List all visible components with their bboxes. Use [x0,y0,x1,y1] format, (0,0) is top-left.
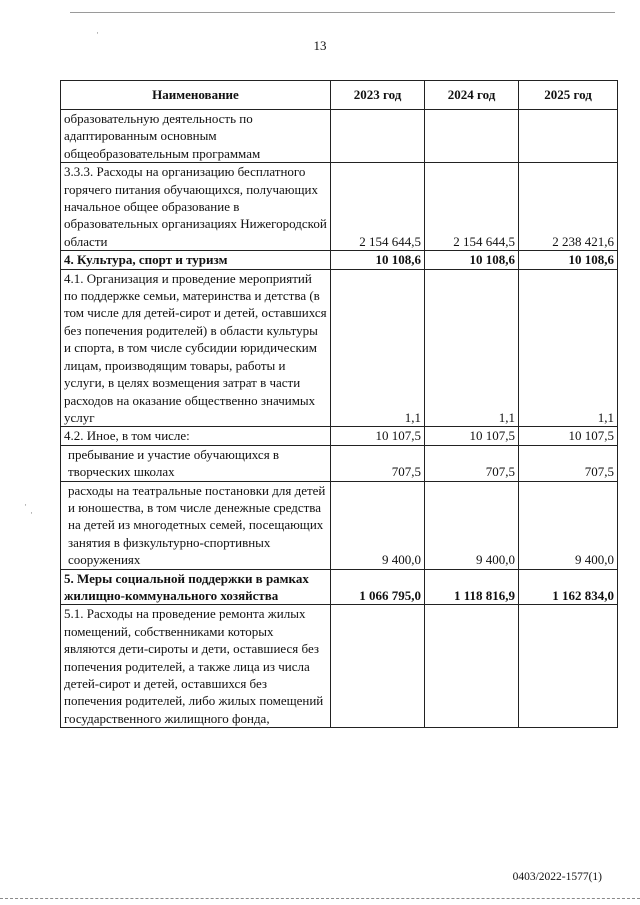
value-2024: 1 118 816,9 [425,569,519,605]
scan-mark: · [96,28,99,38]
value-2024: 10 108,6 [425,251,519,269]
scan-mark: · [24,500,27,510]
table-row [61,481,618,569]
column-header-2023: 2023 год [331,81,425,110]
row-name: 5. Меры социальной поддержки в рамках жилищно-коммунального хозяйства [61,569,331,605]
value-2025: 10 107,5 [519,427,618,445]
value-2024 [425,605,519,728]
table-row [61,163,618,251]
top-rule [70,12,615,13]
value-2024: 9 400,0 [425,481,519,569]
table-row [61,445,618,481]
value-2024: 1,1 [425,269,519,427]
scan-mark: · [30,508,33,518]
value-2025: 10 108,6 [519,251,618,269]
column-header-2025: 2025 год [519,81,618,110]
row-name: 4.1. Организация и проведение мероприятий по поддержке семьи, материнства и детства (в том числе для детей-сирот и детей, оставшихся без попечения родителей) в области культуры и спорта, в том числе субсидии юридическим лицам, производящим товары, работы и услуги, в целях возмещения затрат в части расходов на оказание общественно значимых услуг [61,269,331,427]
value-2023: 1,1 [331,269,425,427]
value-2024: 707,5 [425,445,519,481]
page-number: 13 [313,38,327,53]
table-row [61,269,618,427]
row-name: пребывание и участие обучающихся в творческих школах [61,445,331,481]
value-2025: 1,1 [519,269,618,427]
value-2025: 9 400,0 [519,481,618,569]
value-2025 [519,110,618,163]
table-row [61,605,618,728]
budget-table [60,80,618,728]
table-header-row [61,81,618,110]
value-2023 [331,110,425,163]
table-row-section [61,569,618,605]
value-2023: 2 154 644,5 [331,163,425,251]
value-2023: 1 066 795,0 [331,569,425,605]
column-header-2024: 2024 год [425,81,519,110]
table-row-section [61,251,618,269]
value-2025: 707,5 [519,445,618,481]
column-header-name: Наименование [61,81,331,110]
row-name: 5.1. Расходы на проведение ремонта жилых помещений, собственниками которых являются дети-сироты и дети, оставшиеся без попечения родителей, а также лица из числа детей-сирот и детей, оставшихся без попечения родителей, либо жилых помещений государственного жилищного фонда, [61,605,331,728]
row-name: 3.3.3. Расходы на организацию бесплатного горячего питания обучающихся, получающих начальное общее образование в образовательных организациях Нижегородской области [61,163,331,251]
value-2025: 2 238 421,6 [519,163,618,251]
row-name: расходы на театральные постановки для детей и юношества, в том числе денежные средства на детей из многодетных семей, посещающих занятия в физкультурно-спортивных сооружениях [61,481,331,569]
table-row [61,427,618,445]
value-2023: 10 107,5 [331,427,425,445]
document-code: 0403/2022-1577(1) [512,871,602,883]
value-2025: 1 162 834,0 [519,569,618,605]
table-row [61,110,618,163]
value-2025 [519,605,618,728]
row-name: образовательную деятельность по адаптированным основным общеобразовательным программам [61,110,331,163]
value-2023: 10 108,6 [331,251,425,269]
value-2023 [331,605,425,728]
value-2024: 2 154 644,5 [425,163,519,251]
value-2023: 9 400,0 [331,481,425,569]
bottom-rule [0,898,640,899]
value-2024 [425,110,519,163]
row-name: 4.2. Иное, в том числе: [61,427,331,445]
row-name: 4. Культура, спорт и туризм [61,251,331,269]
value-2024: 10 107,5 [425,427,519,445]
value-2023: 707,5 [331,445,425,481]
